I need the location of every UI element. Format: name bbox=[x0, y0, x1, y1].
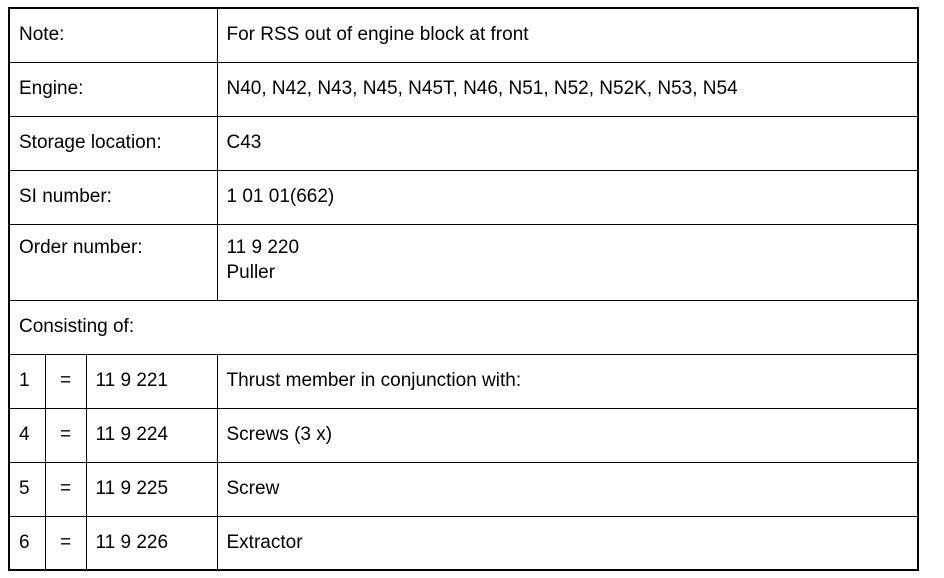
table-row bbox=[9, 408, 918, 462]
order-number: 11 9 220 bbox=[226, 236, 300, 258]
part-position: 6 bbox=[9, 516, 45, 570]
table-row-engine bbox=[9, 62, 918, 116]
order-item-name: Puller bbox=[226, 261, 276, 283]
table-row-consisting-of bbox=[9, 300, 918, 354]
table-row-si-number bbox=[9, 170, 918, 224]
special-tool-table bbox=[8, 7, 919, 571]
part-number: 11 9 225 bbox=[86, 462, 217, 516]
order-number-label: Order number: bbox=[9, 224, 217, 300]
note-value: For RSS out of engine block at front bbox=[217, 8, 918, 62]
storage-location-value: C43 bbox=[217, 116, 918, 170]
table-row bbox=[9, 516, 918, 570]
equals-sign: = bbox=[45, 354, 86, 408]
part-position: 5 bbox=[9, 462, 45, 516]
si-number-label: SI number: bbox=[9, 170, 217, 224]
order-number-value bbox=[217, 224, 918, 300]
table-row-storage bbox=[9, 116, 918, 170]
part-description: Extractor bbox=[217, 516, 918, 570]
table-row-order-number bbox=[9, 224, 918, 300]
table-row-note bbox=[9, 8, 918, 62]
engine-label: Engine: bbox=[9, 62, 217, 116]
storage-location-label: Storage location: bbox=[9, 116, 217, 170]
part-number: 11 9 226 bbox=[86, 516, 217, 570]
equals-sign: = bbox=[45, 408, 86, 462]
consisting-of-label: Consisting of: bbox=[9, 300, 918, 354]
engine-value: N40, N42, N43, N45, N45T, N46, N51, N52, N52K, N53, N54 bbox=[217, 62, 918, 116]
part-description: Screw bbox=[217, 462, 918, 516]
part-description: Thrust member in conjunction with: bbox=[217, 354, 918, 408]
part-position: 4 bbox=[9, 408, 45, 462]
part-description: Screws (3 x) bbox=[217, 408, 918, 462]
part-number: 11 9 221 bbox=[86, 354, 217, 408]
equals-sign: = bbox=[45, 462, 86, 516]
part-position: 1 bbox=[9, 354, 45, 408]
table-row bbox=[9, 462, 918, 516]
equals-sign: = bbox=[45, 516, 86, 570]
si-number-value: 1 01 01(662) bbox=[217, 170, 918, 224]
part-number: 11 9 224 bbox=[86, 408, 217, 462]
note-label: Note: bbox=[9, 8, 217, 62]
table-row bbox=[9, 354, 918, 408]
